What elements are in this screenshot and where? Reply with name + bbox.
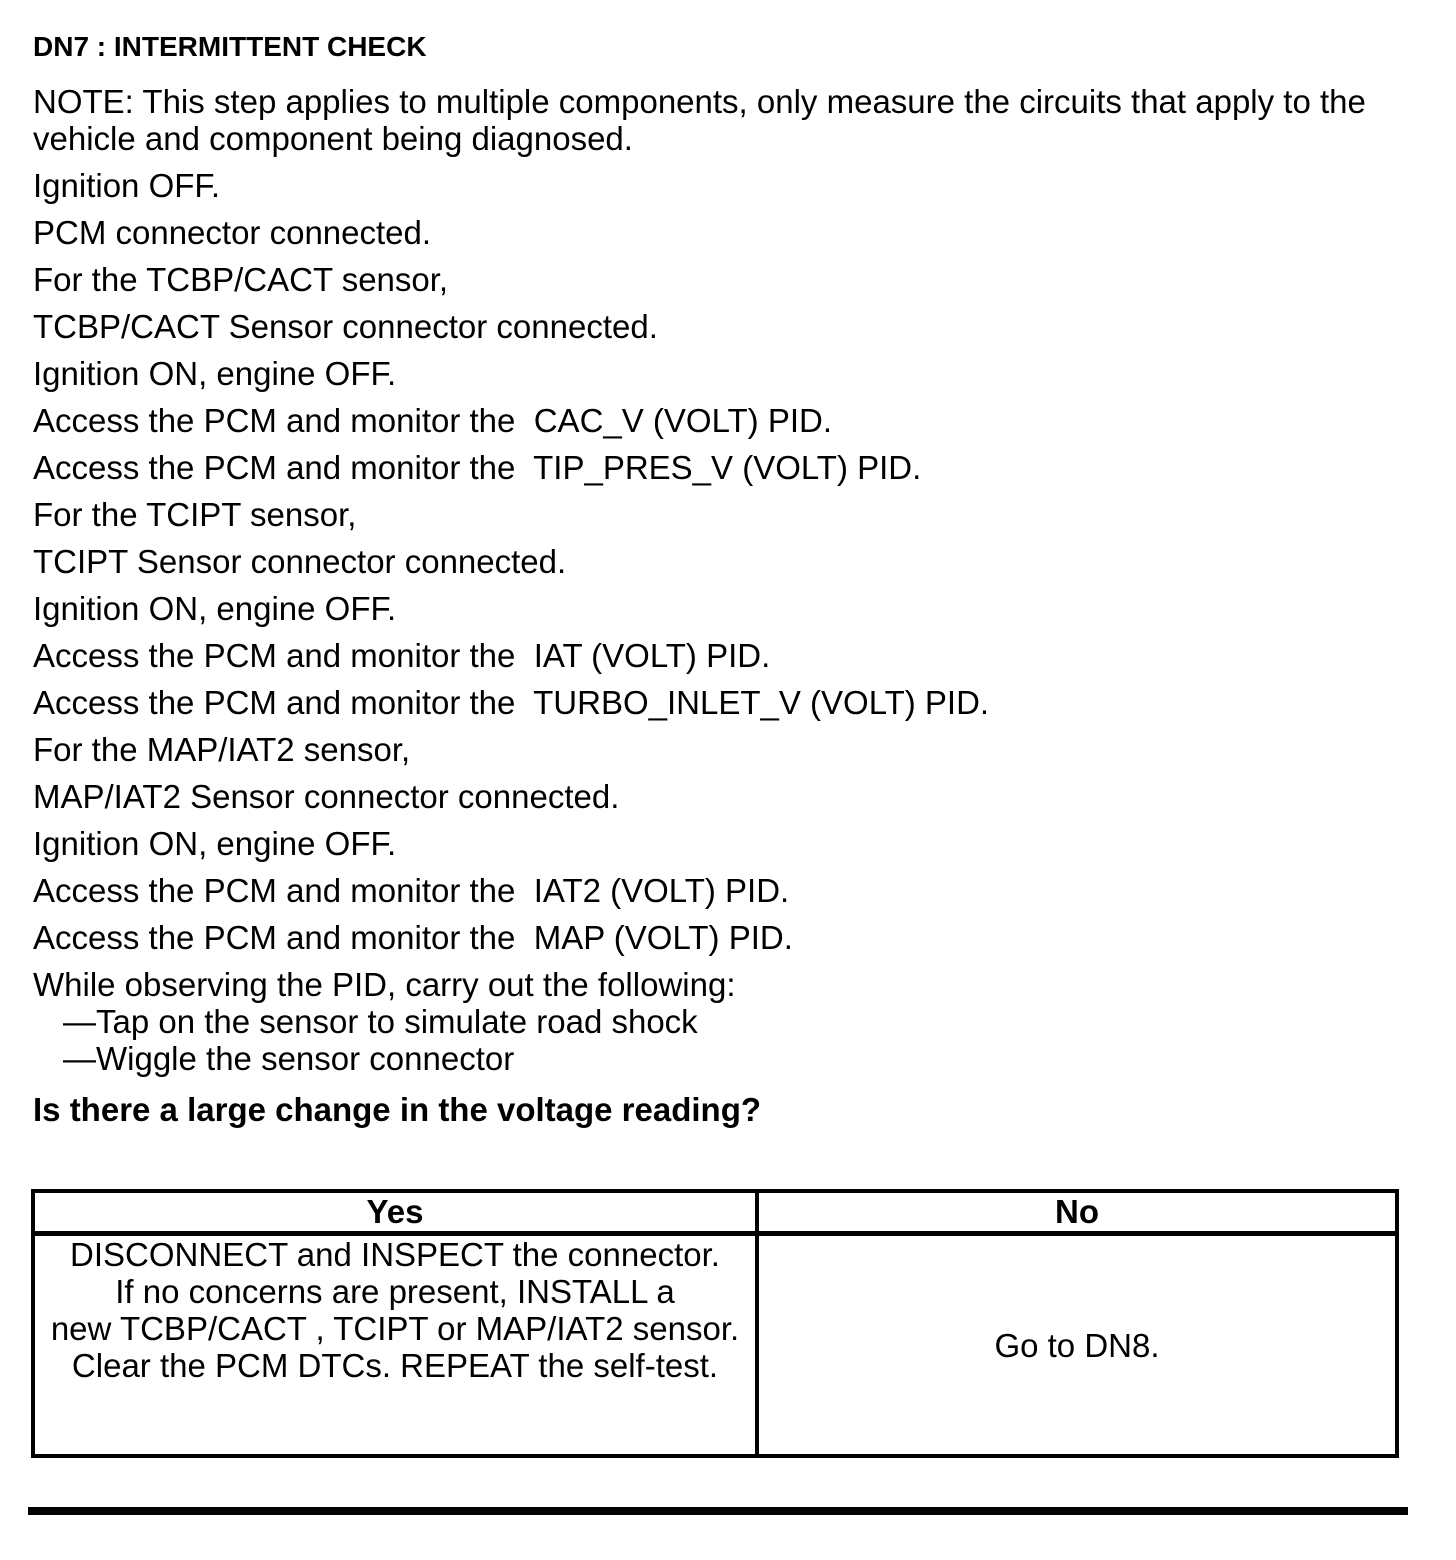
procedure-step: Access the PCM and monitor the TIP_PRES_V (VOLT) PID. [33,449,922,486]
procedure-step: Access the PCM and monitor the IAT2 (VOLT) PID. [33,872,790,909]
decision-question: Is there a large change in the voltage reading? [33,1091,762,1128]
procedure-step: Access the PCM and monitor the IAT (VOLT) PID. [33,637,771,674]
procedure-note: NOTE: This step applies to multiple components, only measure the circuits that apply to the vehicle and component being diagnosed. [33,83,1376,157]
yes-action-line: new TCBP/CACT , TCIPT or MAP/IAT2 sensor. [50,1310,740,1347]
procedure-step: TCIPT Sensor connector connected. [33,543,567,580]
decision-table-header-row [33,1191,1397,1234]
bottom-divider [28,1507,1408,1515]
yes-action-cell [33,1234,757,1457]
decision-table-body-row [33,1234,1397,1457]
procedure-step: PCM connector connected. [33,214,432,251]
yes-action-line: If no concerns are present, INSTALL a [115,1273,675,1310]
procedure-step: Access the PCM and monitor the TURBO_INLET_V (VOLT) PID. [33,684,990,721]
decision-table [31,1189,1399,1458]
procedure-step: For the TCBP/CACT sensor, [33,261,449,298]
procedure-step: Ignition ON, engine OFF. [33,355,397,392]
yes-action-line: Clear the PCM DTCs. REPEAT the self-test. [71,1347,719,1384]
yes-column-header: Yes [33,1191,757,1234]
procedure-substep: —Tap on the sensor to simulate road shock [63,1003,698,1040]
procedure-step: While observing the PID, carry out the following: [33,966,736,1003]
procedure-step: Access the PCM and monitor the CAC_V (VOLT) PID. [33,402,832,439]
procedure-substep: —Wiggle the sensor connector [63,1040,515,1077]
procedure-step: TCBP/CACT Sensor connector connected. [33,308,658,345]
yes-action-line: DISCONNECT and INSPECT the connector. [70,1236,720,1273]
procedure-step: Ignition OFF. [33,167,221,204]
procedure-step: For the MAP/IAT2 sensor, [33,731,411,768]
procedure-step: MAP/IAT2 Sensor connector connected. [33,778,620,815]
procedure-step: Ignition ON, engine OFF. [33,590,397,627]
no-action-cell: Go to DN8. [757,1234,1397,1457]
procedure-step: For the TCIPT sensor, [33,496,357,533]
page-title: DN7 : INTERMITTENT CHECK [33,31,427,62]
procedure-step: Ignition ON, engine OFF. [33,825,397,862]
no-column-header: No [757,1191,1397,1234]
procedure-step: Access the PCM and monitor the MAP (VOLT) PID. [33,919,793,956]
